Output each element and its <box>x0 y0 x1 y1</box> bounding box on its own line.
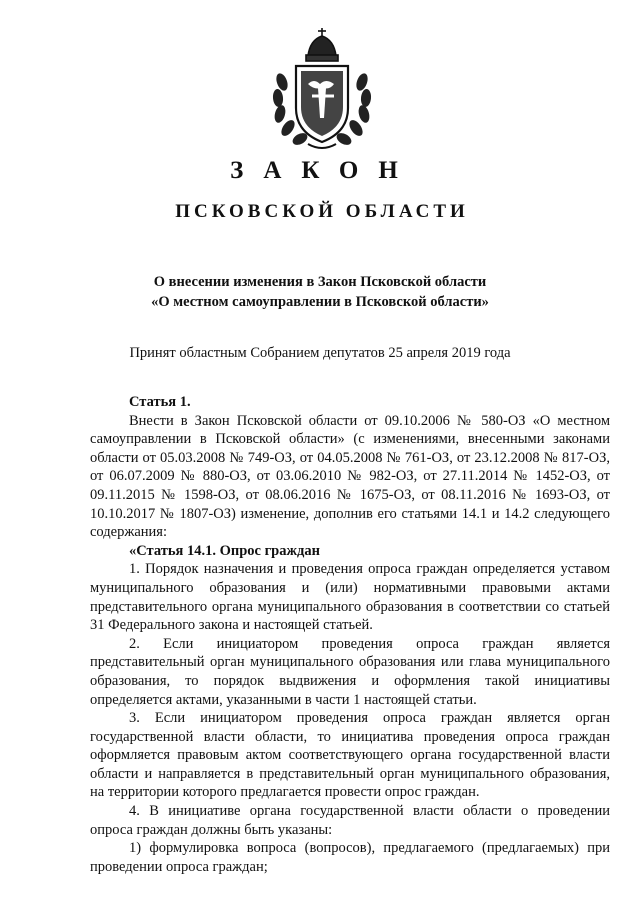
article-1-title: Статья 1. <box>129 394 191 410</box>
law-title: ЗАКОН <box>230 157 418 184</box>
law-heading <box>0 272 640 312</box>
article-14-1-item-1: 1) формулировка вопроса (вопросов), предлагаемого (предлагаемых) при проведении опроса граждан; <box>90 840 610 875</box>
law-body <box>90 393 610 876</box>
heading-line-2: «О местном самоуправлении в Псковской области» <box>151 294 489 310</box>
article-14-1-title: «Статья 14.1. Опрос граждан <box>129 542 320 559</box>
article-14-1-part-1: 1. Порядок назначения и проведения опроса граждан определяется уставом муниципального образования и (или) нормативными правовыми актами представительного органа муниципального образования в соответствии со статьей 31 Федерального закона и настоящей статьей. <box>90 561 610 634</box>
article-14-1-part-4: 4. В инициативе органа государственной власти области о проведении опроса граждан должны быть указаны: <box>90 803 610 838</box>
coat-of-arms-icon <box>268 26 376 154</box>
article-14-1-part-3: 3. Если инициатором проведения опроса граждан является орган государственной власти области, то инициатива проведения опроса граждан оформляется правовым актом соответствующего органа государственной власти области и направляется в представительный орган муниципального образования, на территории которого предлагается провести опрос граждан. <box>90 710 610 801</box>
article-14-1-part-2: 2. Если инициатором проведения опроса граждан является представительный орган муниципального образования или глава муниципального образования, то порядок выдвижения и оформления такой инициативы определяется актами, указанными в части 1 настоящей статьи. <box>90 635 610 708</box>
article-1-text: Внести в Закон Псковской области от 09.10.2006 № 580-ОЗ «О местном самоуправлении в Псковской области» (с изменениями, внесенными законами области от 05.03.2008 № 749-ОЗ, от 04.05.2008 № 761-ОЗ, от 23.12.2008 № 817-ОЗ, от 06.07.2009 № 880-ОЗ, от 03.06.2010 № 982-ОЗ, от 27.11.2014 № 1452-ОЗ, от 09.11.2015 № 1598-ОЗ, от 08.06.2016 № 1675-ОЗ, от 08.11.2016 № 1693-ОЗ, от 10.10.2017 № 1807-ОЗ) изменение, дополнив его статьями 14.1 и 14.2 следующего содержания: <box>90 412 610 541</box>
adoption-note: Принят областным Собранием депутатов 25 апреля 2019 года <box>129 345 511 361</box>
heading-line-1: О внесении изменения в Закон Псковской области <box>153 274 487 290</box>
region-title: ПСКОВСКОЙ ОБЛАСТИ <box>175 201 469 222</box>
